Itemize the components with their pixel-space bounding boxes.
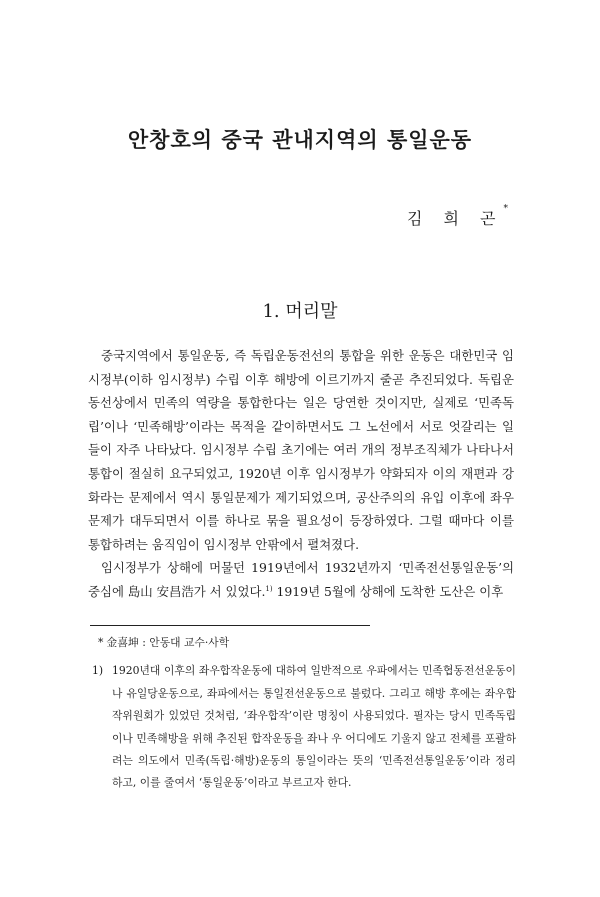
affiliation-text: 金喜坤 : 안동대 교수·사학 — [106, 636, 230, 649]
paragraph-1: 중국지역에서 통일운동, 즉 독립운동전선의 통합을 위한 운동은 대한민국 임시정부(이하 임시정부) 수립 이후 해방에 이르기까지 줄곧 추진되었다. 독립운동선상에서 민족의 역량을 통합한다는 일은 당연한 것이지만, 실제로 ‘민족독립’이나 ‘민족해방’이라는 목적을 같이하면서도 그 노선에서 서로 엇갈리는 일들이 자주 나타났다. 임시정부 수립 초기에는 여러 개의 정부조직체가 나타나서 통합이 절실히 요구되었고, 1920년 이후 임시정부가 약화되자 이의 재편과 강화라는 문제에서 역시 통일문제가 제기되었으며, 공산주의의 유입 이후에 좌우문제가 대두되면서 이를 하나로 묶을 필요성이 등장하였다. 그럴 때마다 이를 통합하려는 움직임이 임시정부 안팎에서 펼쳐졌다. — [88, 348, 514, 552]
footnote-divider — [90, 625, 370, 626]
body-text — [88, 344, 514, 604]
paragraph-2-text: 임시정부가 상해에 머물던 1919년에서 1932년까지 ‘민족전선통일운동’의 중심에 島山 安昌浩가 서 있었다. — [88, 560, 514, 599]
footnote-ref-1[interactable]: 1) — [265, 584, 273, 593]
footnote-1 — [92, 660, 516, 794]
author-affiliation-note — [92, 632, 516, 654]
footnotes — [92, 632, 516, 795]
author-name: 김 희 곤 — [406, 209, 504, 228]
section-heading: 1. 머리말 — [262, 301, 338, 322]
author-line — [407, 206, 508, 229]
paragraph-2-continuation: 1919년 5월에 상해에 도착한 도산은 이후 — [272, 583, 504, 599]
footnote-1-text: 1920년대 이후의 좌우합작운동에 대하여 일반적으로 우파에서는 민족협동전선운동이나 유일당운동으로, 좌파에서는 통일전선운동으로 불렀다. 그리고 해방 후에는 좌우합작위원회가 있었던 것처럼, ‘좌우합작’이란 명칭이 사용되었다. 필자는 당시 민족독립이나 민족해방을 위해 추진된 합작운동을 좌나 우 어디에도 기울지 않고 전체를 포괄하려는 의도에서 민족(독립·해방)운동의 통일이라는 뜻의 ‘민족전선통일운동’이라 정리하고, 이를 줄여서 ‘통일운동’이라고 부르고자 한다. — [112, 664, 516, 790]
footnote-1-number: 1) — [92, 664, 104, 678]
paragraph-2 — [88, 556, 514, 603]
author-footnote-mark: * — [503, 204, 508, 214]
affiliation-mark: * — [98, 636, 104, 649]
paper-title: 안창호의 중국 관내지역의 통일운동 — [127, 127, 473, 152]
